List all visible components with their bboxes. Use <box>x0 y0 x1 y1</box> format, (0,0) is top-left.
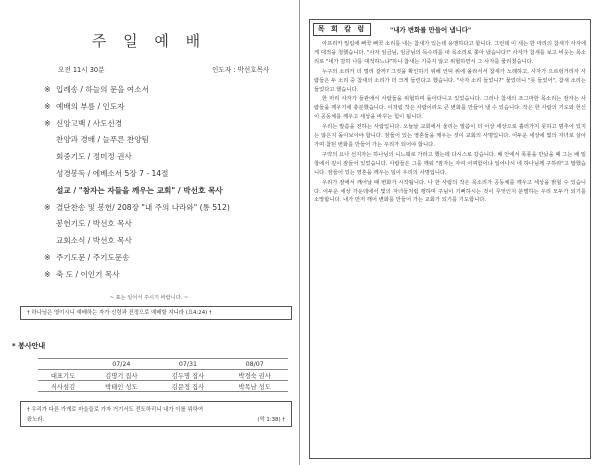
order-item-label: 입례송 / 하늘의 문을 여소서 <box>56 85 149 94</box>
asterisk-icon: ※ <box>44 269 51 279</box>
order-item <box>44 116 294 133</box>
asterisk-icon: ※ <box>44 252 51 262</box>
column-paragraph: 한 마리 사자가 들판에서 사람들을 위협하며 돌아다니고 있었습니다. 그러나 참새의 조그마한 목소리는 잠자는 사람들을 깨우기에 충분했습니다. 이처럼 작은 사람이라도 큰 변화를 만들어 낼 수 있습니다. 작은 한 사람의 기도와 헌신이 공동체를 깨우고 세상을 바꾸는 힘이 됩니다. <box>314 96 586 121</box>
verse-line-2-row <box>27 415 285 423</box>
verse-box-2 <box>20 401 292 427</box>
table-row-label: 대표기도 <box>38 370 88 381</box>
order-item-label: 찬양과 경배 / 늘푸른 찬양팀 <box>56 135 149 145</box>
table-cell: 박목남 성도 <box>221 381 288 392</box>
column-paragraph: 누구의 소리가 더 멀리 갈까? 그것을 확인하기 위해 언덕 위에 올라서서 참새가 노래하고, 사자가 으르렁거리자 사람들은 두 소리 중 참새의 소리가 더 크게 들린다고 했습니다. "사자 소리 들었니?" 물었더니 "못 들었어", 참새 소리는 들었다고 했습니다. <box>314 68 586 93</box>
table-row-label: 식사섬김 <box>38 381 88 392</box>
asterisk-icon: ※ <box>44 202 51 212</box>
order-item-label: 교회소식 / 박선호 목사 <box>56 236 132 246</box>
service-title: * 봉사안내 <box>12 342 46 350</box>
table-row <box>38 370 288 381</box>
order-item-label: 주기도문 / 주기도문송 <box>56 252 130 262</box>
table-header-cell: 07/24 <box>88 359 155 370</box>
verse-line-1: † 우리가 다른 가게로 마을들로 가자 거기서도 전도하리니 내가 이를 위하여 <box>27 407 204 413</box>
table-row <box>38 381 288 392</box>
order-item <box>44 166 294 183</box>
service-time: 오전 11시 30분 <box>58 66 105 74</box>
asterisk-icon: ※ <box>44 101 51 111</box>
table-header-cell <box>38 359 88 370</box>
order-item <box>44 149 294 166</box>
service-table-header <box>38 359 288 370</box>
column-body <box>314 40 586 452</box>
order-item-label: 결단찬송 및 봉헌/ 208장 "내 주의 나라와" (통 512) <box>56 202 230 212</box>
order-item <box>44 99 294 116</box>
column-paragraph: 아프리카 밀림에 뻐꾹 뻐꾹 소리를 내는 참새가 있는데 용맹하다고 합니다. 그런데 이 새는 한 마리의 참새가 사자에게 대적을 청했습니다. "사자 임금님, 임금님의 독수리를 내 목소리로 쫓아 냈습니다!" 사자가 참새를 보고 비웃는 목소리로 "네가 감히 나를 대적하느냐"하니 참새는 기죽지 않고 위협하면서 그 사자를 물리쳤습니다. <box>314 41 586 65</box>
standing-note: ~ 표는 일어서 주시기 바랍니다. ~ <box>109 295 189 301</box>
bulletin-title: 주 일 예 배 <box>91 32 207 50</box>
order-item-label: 예배의 부름 / 인도자 <box>56 101 125 111</box>
table-header-cell: 08/07 <box>221 359 288 370</box>
column-heading: 목 회 칼 럼 <box>313 23 371 36</box>
order-item-label: 성경봉독 / 에베소서 5장 7 - 14절 <box>56 168 169 178</box>
column-title: "내가 변화를 만들어 냅니다" <box>390 26 472 34</box>
order-item <box>44 216 294 233</box>
order-item <box>44 82 294 99</box>
order-item <box>44 250 294 267</box>
order-item-label: 신앙고백 / 사도신경 <box>56 118 123 128</box>
service-table <box>38 358 288 392</box>
left-panel <box>0 0 298 465</box>
order-item <box>44 267 294 284</box>
table-cell: 김두명 집사 <box>155 370 222 381</box>
order-item-label: 설교 / "참자는 자들을 깨우는 교회" / 박선호 목사 <box>56 185 223 195</box>
table-header-cell: 07/31 <box>155 359 222 370</box>
column-paragraph: 구약의 요나 선지자는 하나님의 니느웨로 가라고 했는데 다시스로 갔습니다. 배 안에서 폭풍을 만났을 때 그는 배 밑창에서 깊이 잠들어 있었습니다. 사람들은 그를 깨워 "잠자는 자여 어찌함이냐 일어나서 네 하나님께 구하라"고 말했습니다. 잠들어 있는 영혼을 깨우는 일이 우리의 사명입니다. <box>314 151 586 176</box>
order-item <box>44 200 294 217</box>
order-item <box>44 233 294 250</box>
order-item <box>44 132 294 149</box>
table-cell: 박경숙 권사 <box>221 370 288 381</box>
order-of-worship <box>44 82 294 284</box>
table-cell: 박태인 성도 <box>88 381 155 392</box>
verse-box: † 하나님은 영이시니 예배하는 자가 신령과 진정으로 예배할 지니라 (요4:24) † <box>20 306 292 320</box>
presider: 인도자 : 박선호목사 <box>212 66 270 74</box>
order-item-label: 축 도 / 이인기 목사 <box>56 269 120 279</box>
asterisk-icon: ※ <box>44 85 51 94</box>
table-cell: 김문정 집사 <box>155 381 222 392</box>
column-paragraph: 우리가 잠에서 깨어날 때 변화가 시작됩니다. 나 한 사람의 작은 목소리가 공동체를 깨우고 세상을 밝힐 수 있습니다. 어두운 세상 가운데에서 빛의 자녀들처럼 행하며 주님이 기뻐하시는 것이 무엇인지 분별하는 우리 모두가 되기를 소망합니다. 내가 먼저 깨어 변화를 만들어 가는 교회가 되기를 기도합니다. <box>314 179 586 204</box>
verse-line-2: 왔노라. <box>27 417 45 423</box>
column-paragraph: 우리는 말씀을 전하는 사람입니다. 오늘날 교회에서 울리는 말씀이 더 이상 세상으로 흘러가지 못하고 멈추어 있지는 않은지 돌아보아야 합니다. 잠들어 있는 영혼들을 깨우는 것이 교회의 사명입니다. 어두운 세상에 빛의 자녀로 살아가며 참된 변화를 만들어 가는 우리가 되어야 합니다. <box>314 124 586 148</box>
order-item <box>44 183 294 200</box>
table-cell: 김명기 집사 <box>88 370 155 381</box>
order-item-label: 봉헌기도 / 박선호 목사 <box>56 219 132 229</box>
asterisk-icon: ※ <box>44 118 51 128</box>
verse-reference: (막 1:38) † <box>257 417 285 423</box>
order-item-label: 회중기도 / 정미정 권사 <box>56 152 132 162</box>
fold-divider <box>299 0 300 465</box>
